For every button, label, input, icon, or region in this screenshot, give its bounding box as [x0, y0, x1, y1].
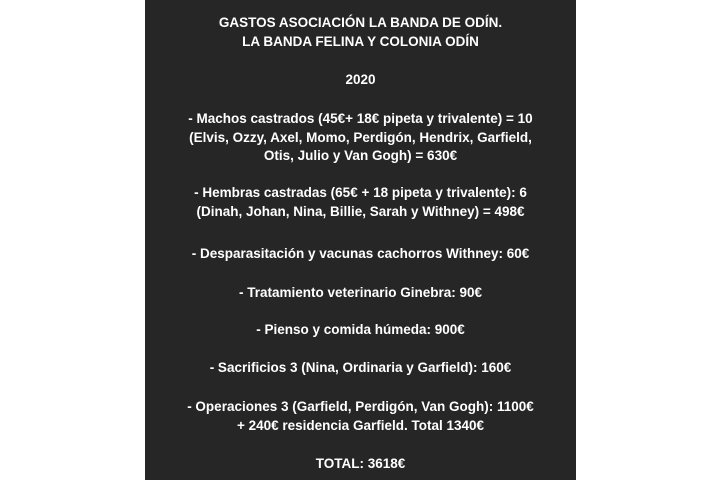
- machos-line-3: Otis, Julio y Van Gogh) = 630€: [263, 148, 458, 163]
- item-operaciones: [145, 398, 576, 435]
- title-line-2: LA BANDA FELINA Y COLONIA ODÍN: [242, 33, 479, 49]
- machos-line-2: (Elvis, Ozzy, Axel, Momo, Perdigón, Hendrix, Garfield,: [189, 129, 532, 145]
- hembras-line-2: (Dinah, Johan, Nina, Billie, Sarah y Withney) = 498€: [196, 203, 525, 219]
- expense-list-panel: [145, 0, 576, 480]
- item-tratamiento: [145, 284, 576, 303]
- item-pienso: [145, 321, 576, 340]
- desparasitacion-line: - Desparasitación y vacunas cachorros Withney: 60€: [191, 246, 530, 261]
- title-line-1: GASTOS ASOCIACIÓN LA BANDA DE ODÍN.: [218, 15, 503, 30]
- item-hembras-castradas: [145, 184, 576, 221]
- sacrificios-line: - Sacrificios 3 (Nina, Ordinaria y Garfield): 160€: [209, 360, 512, 375]
- tratamiento-line: - Tratamiento veterinario Ginebra: 90€: [238, 285, 483, 300]
- total-label: TOTAL: 3618€: [315, 456, 406, 471]
- hembras-line-1: - Hembras castradas (65€ + 18 pipeta y trivalente): 6: [194, 185, 527, 200]
- operaciones-line-2: + 240€ residencia Garfield. Total 1340€: [236, 417, 484, 433]
- year-block: [145, 71, 576, 90]
- pienso-line: - Pienso y comida húmeda: 900€: [256, 322, 465, 337]
- title-block: [145, 14, 576, 51]
- item-sacrificios: [145, 359, 576, 378]
- item-desparasitacion: [145, 245, 576, 264]
- machos-line-1: - Machos castrados (45€+ 18€ pipeta y trivalente) = 10: [188, 111, 533, 126]
- year-label: 2020: [345, 72, 376, 87]
- operaciones-line-1: - Operaciones 3 (Garfield, Perdigón, Van Gogh): 1100€: [187, 399, 534, 414]
- item-machos-castrados: [145, 110, 576, 166]
- total-block: [145, 455, 576, 474]
